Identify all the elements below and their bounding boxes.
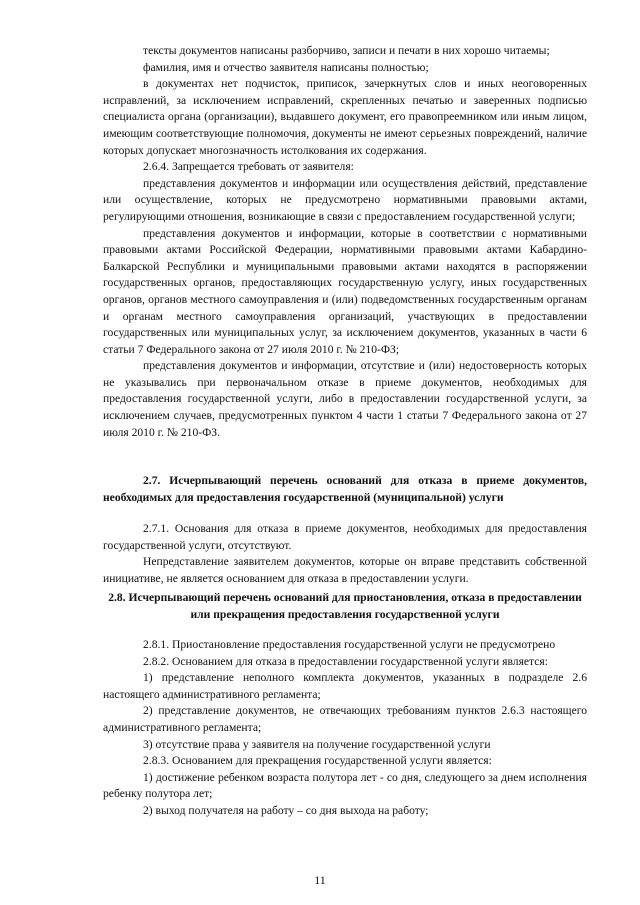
paragraph: 2.8.1. Приостановление предоставления государственной услуги не предусмотрено [143, 638, 556, 651]
page-number: 11 [314, 873, 326, 887]
paragraph: в документах нет подчисток, приписок, зачеркнутых слов и иных неоговоренных исправлений, за исключением исправлений, скрепленных печатью и заверенных подписью специалиста органа (организации), выдавшего документ, его правопреемником или иным лицом, имеющим соответствующие полномочия, документы не имеют серьезных повреждений, наличие которых допускает многозначность истолкования их содержания. [103, 77, 587, 157]
section-2-6-text [103, 43, 587, 441]
section-heading-2-8: 2.8. Исчерпывающий перечень оснований для приостановления, отказа в предоставлении или прекращения предоставления государственной услуги [108, 591, 582, 621]
paragraph: 2.8.3. Основанием для прекращения государственной услуги является: [143, 754, 492, 768]
paragraph: 1) достижение ребенком возраста полутора лет - со дня, следующего за днем исполнения ребенку полутора лет; [103, 770, 587, 801]
section-2-8-text [103, 637, 587, 820]
paragraph: 2.8.2. Основанием для отказа в предоставлении государственной услуги является: [143, 654, 548, 668]
paragraph: Непредставление заявителем документов, которые он вправе представить собственной инициативе, не является основанием для отказа в предоставлении услуги. [103, 555, 587, 585]
paragraph: представления документов и информации, отсутствие и (или) недостоверность которых не указывались при первоначальном отказе в приеме документов, необходимых для предоставления государственной услуги, либо в предоставлении государственной услуги, за исключением случаев, предусмотренных пунктом 4 части 1 статьи 7 Федерального закона от 27 июля 2010 г. № 210-ФЗ. [103, 359, 587, 439]
paragraph: 2) представление документов, не отвечающих требованиям пунктов 2.6.3 настоящего административного регламента; [103, 704, 587, 734]
paragraph: 2.7.1. Основания для отказа в приеме документов, необходимых для предоставления государственной услуги, отсутствуют. [103, 522, 587, 552]
paragraph: 1) представление неполного комплекта документов, указанных в подразделе 2.6 настоящего административного регламента; [103, 671, 587, 701]
paragraph: 3) отсутствие права у заявителя на получение государственной услуги [143, 737, 491, 751]
section-2-7-text [103, 521, 587, 587]
paragraph: 2) выход получателя на работу – со дня выхода на работу; [143, 803, 429, 817]
paragraph: фамилия, имя и отчество заявителя написаны полностью; [143, 60, 429, 74]
paragraph: 2.6.4. Запрещается требовать от заявителя: [143, 160, 354, 174]
section-heading-2-7: 2.7. Исчерпывающий перечень оснований для отказа в приеме документов, необходимых для предоставления государственной (муниципальной) услуги [103, 474, 587, 504]
paragraph: представления документов и информации или осуществления действий, представление или осуществление, которых не предусмотрено нормативными правовыми актами, регулирующими отношения, возникающие в связи с предоставлением государственной услуги; [103, 176, 587, 223]
paragraph: тексты документов написаны разборчиво, записи и печати в них хорошо читаемы; [143, 44, 550, 57]
paragraph: представления документов и информации, которые в соответствии с нормативными правовыми актами Российской Федерации, нормативными правовыми актами Кабардино-Балкарской Республики и муниципальными правовыми актами находятся в распоряжении государственных органов, предоставляющих государственную услугу, иных государственных органов, органов местного самоуправления и (или) подведомственных государственным органам и органам местного самоуправления организаций, участвующих в предоставлении государственных или муниципальных услуг, за исключением документов, указанных в части 6 статьи 7 Федерального закона от 27 июля 2010 г. № 210-ФЗ; [103, 226, 587, 356]
